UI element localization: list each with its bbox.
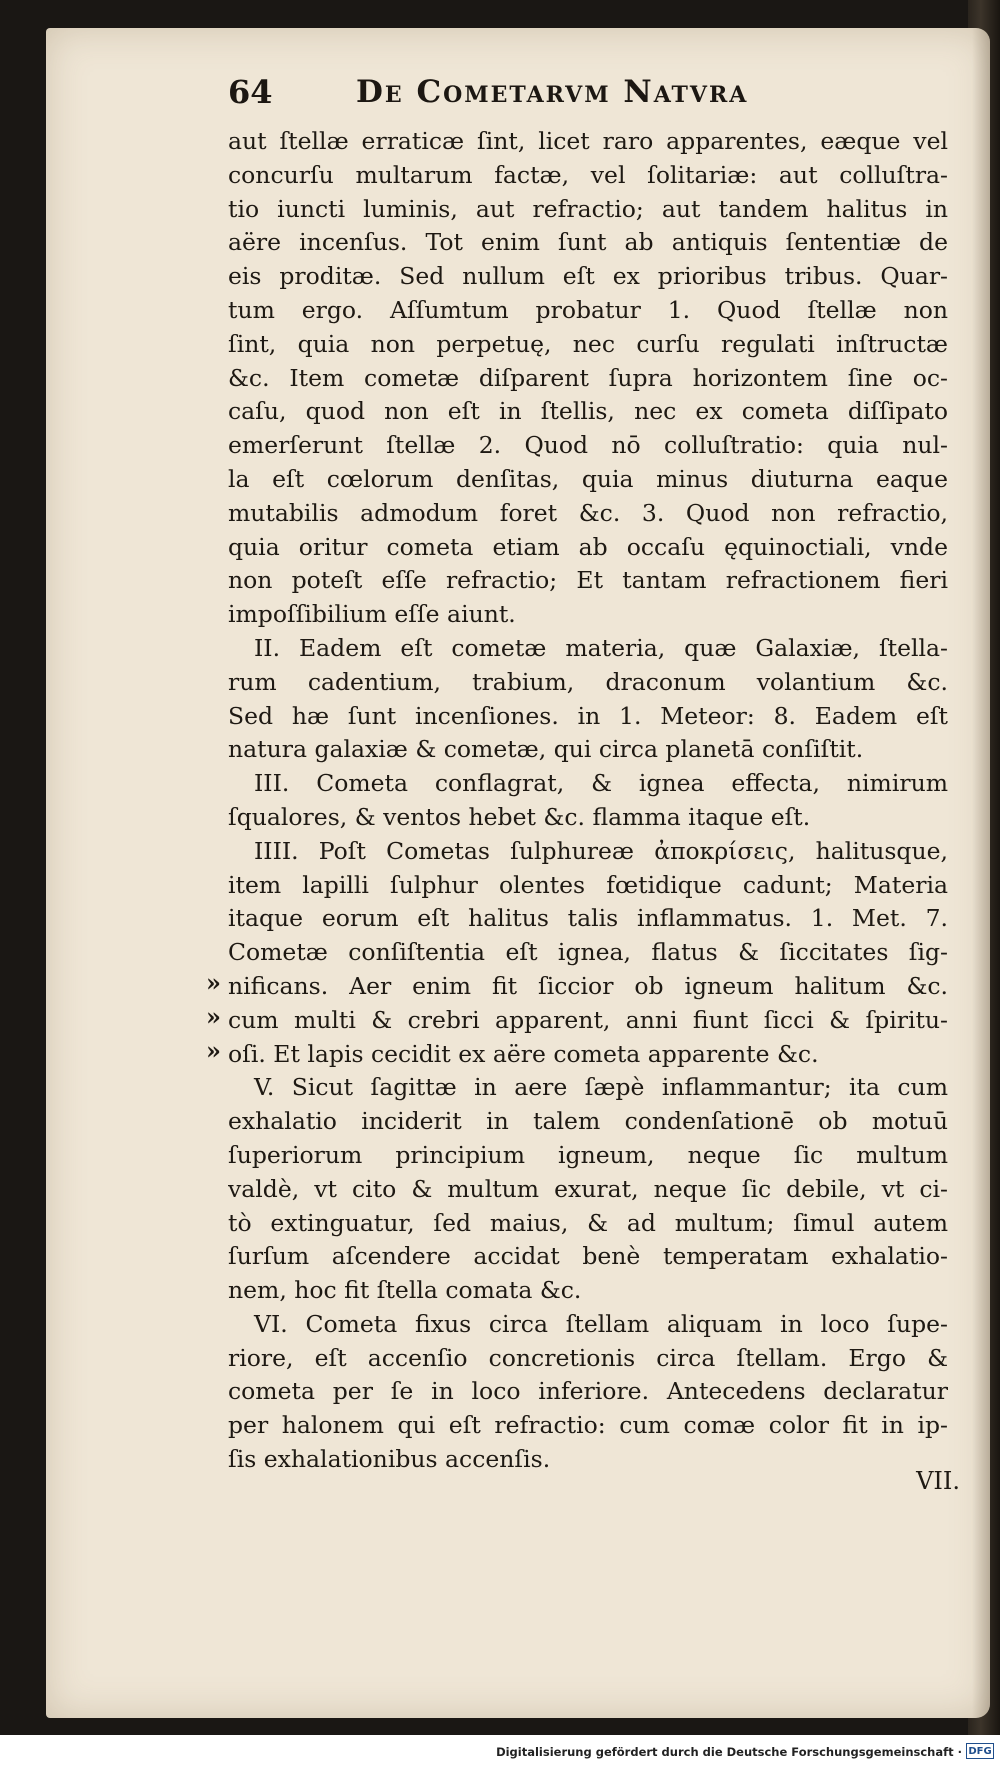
text-line: quia oritur cometa etiam ab occaſu ęquinoctiali, vnde xyxy=(228,532,948,561)
text-line: oſi. Et lapis cecidit ex aëre cometa apparente &c. xyxy=(228,1039,819,1068)
text-line: riore, eſt accenſio concretionis circa ſtellam. Ergo & xyxy=(228,1343,948,1372)
text-line: ſis exhalationibus accenſis. xyxy=(228,1445,551,1474)
text-line: aut ſtellæ erraticæ ſint, licet raro apparentes, eæque vel xyxy=(228,127,948,155)
text-line: VI. Cometa fixus circa ſtellam aliquam in loco ſupe- xyxy=(254,1309,948,1338)
body-text xyxy=(228,125,948,1477)
text-line: natura galaxiæ & cometæ, qui circa planetā conſiſtit. xyxy=(228,735,864,764)
text-line: eis proditæ. Sed nullum eſt ex prioribus tribus. Quar- xyxy=(228,262,948,291)
text-line: impoſſibilium eſſe aiunt. xyxy=(228,600,516,629)
digitization-footer xyxy=(0,1735,1000,1770)
text-line: ſuperiorum principium igneum, neque ſic multum xyxy=(228,1140,948,1169)
text-line: Cometæ conſiſtentia eſt ignea, flatus & ſiccitates ſig- xyxy=(228,938,948,967)
text-line: concurſu multarum factæ, vel ſolitariæ: aut colluſtra- xyxy=(228,160,948,189)
text-line: II. Eadem eſt cometæ materia, quæ Galaxiæ, ſtella- xyxy=(254,633,948,662)
text-line: V. Sicut ſagittæ in aere ſæpè inflammantur; ita cum xyxy=(254,1073,948,1102)
text-line: tio iuncti luminis, aut refractio; aut tandem halitus in xyxy=(228,194,948,223)
text-line: aëre incenſus. Tot enim ſunt ab antiquis ſententiæ de xyxy=(228,228,948,257)
catchword: VII. xyxy=(916,1467,960,1495)
text-line: mutabilis admodum foret &c. 3. Quod non refractio, xyxy=(228,498,948,527)
running-head: De Cometarvm Natvra xyxy=(356,74,749,110)
margin-mark: » xyxy=(206,1035,221,1065)
text-line: la eſt cœlorum denſitas, quia minus diuturna eaque xyxy=(228,464,948,493)
text-line: item lapilli ſulphur olentes fœtidique cadunt; Materia xyxy=(228,870,948,899)
text-line: exhalatio inciderit in talem condenſationē ob motuū xyxy=(228,1107,948,1136)
text-line: nificans. Aer enim fit ſiccior ob igneum halitum &c. xyxy=(228,971,948,1000)
text-line: III. Cometa conflagrat, & ignea effecta, nimirum xyxy=(254,769,948,798)
text-line: &c. Item cometæ diſparent ſupra horizontem ſine oc- xyxy=(228,363,948,392)
text-line: itaque eorum eſt halitus talis inflammatus. 1. Met. 7. xyxy=(228,904,948,933)
margin-quote-marks xyxy=(206,966,226,1067)
page-edge-shadow xyxy=(972,28,990,1718)
text-line: cometa per ſe in loco inferiore. Antecedens declaratur xyxy=(228,1377,948,1406)
text-line: nem, hoc fit ſtella comata &c. xyxy=(228,1276,582,1305)
text-line: tum ergo. Aſſumtum probatur 1. Quod ſtellæ non xyxy=(228,295,948,324)
page-header xyxy=(228,64,868,120)
text-line: cum multi & crebri apparent, anni fiunt ſicci & ſpiritu- xyxy=(228,1005,948,1034)
text-line: rum cadentium, trabium, draconum volantium &c. xyxy=(228,667,948,696)
margin-mark: » xyxy=(206,968,221,997)
margin-mark: » xyxy=(206,1001,221,1031)
text-line: ſurſum aſcendere accidat benè temperatam exhalatio- xyxy=(228,1242,948,1271)
text-line: emerſerunt ſtellæ 2. Quod nō colluſtratio: quia nul- xyxy=(228,431,948,460)
text-line: ſint, quia non perpetuę, nec curſu regulati inſtructæ xyxy=(228,329,948,358)
text-line: IIII. Poſt Cometas ſulphureæ ἀποκρίσεις, halitusque, xyxy=(254,836,948,865)
funding-credit: Digitalisierung gefördert durch die Deutsche Forschungsgemeinschaft · xyxy=(496,1745,962,1759)
text-line: non poteſt eſſe refractio; Et tantam refractionem fieri xyxy=(228,566,948,595)
text-line: Sed hæ ſunt incenſiones. in 1. Meteor: 8. Eadem eſt xyxy=(228,701,948,730)
page-number: 64 xyxy=(228,73,273,111)
text-line: per halonem qui eſt refractio: cum comæ color fit in ip- xyxy=(228,1411,948,1440)
text-line: caſu, quod non eſt in ſtellis, nec ex cometa diſſipato xyxy=(228,397,948,426)
text-line: valdè, vt cito & multum exurat, neque ſic debile, vt ci- xyxy=(228,1174,948,1203)
text-line: tò extinguatur, ſed maius, & ad multum; ſimul autem xyxy=(228,1208,948,1237)
text-line: ſqualores, & ventos hebet &c. flamma itaque eſt. xyxy=(228,802,811,831)
dfg-logo: DFG xyxy=(966,1743,994,1759)
